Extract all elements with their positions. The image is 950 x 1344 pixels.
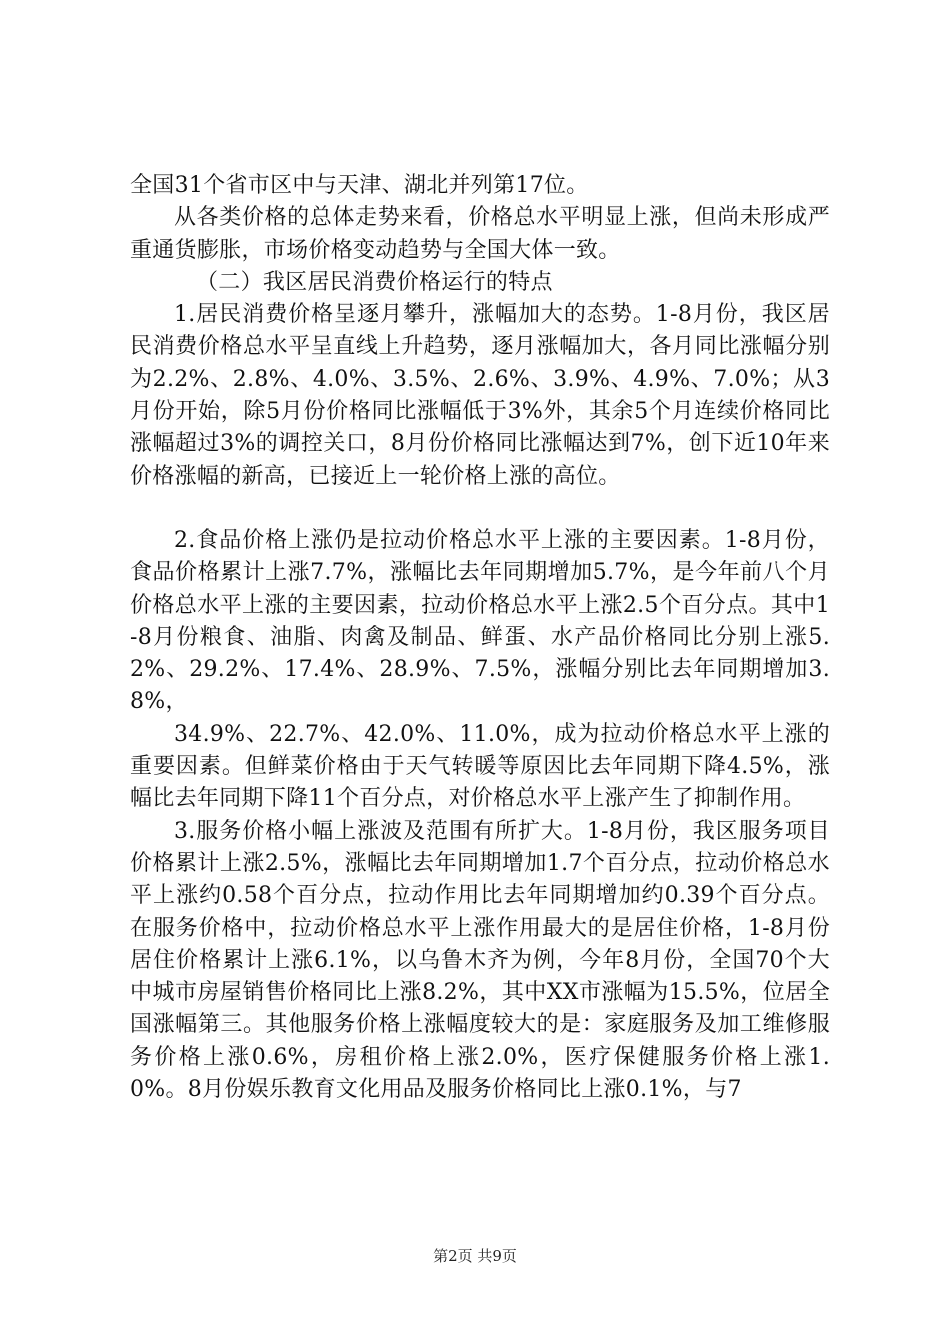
document-body xyxy=(130,170,830,1106)
paragraph-point-2-continued: 34.9%、22.7%、42.0%、11.0%，成为拉动价格总水平上涨的重要因素。但鲜菜价格由于天气转暖等原因比去年同期下降4.5%，涨幅比去年同期下降11个百分点，对价格总水平上涨产生了抑制作用。 xyxy=(130,721,830,812)
paragraph-point-3: 3.服务价格小幅上涨波及范围有所扩大。1-8月份，我区服务项目价格累计上涨2.5%，涨幅比去年同期增加1.7个百分点，拉动价格总水平上涨约0.58个百分点，拉动作用比去年同期增加约0.39个百分点。在服务价格中，拉动价格总水平上涨作用最大的是居住价格，1-8月份居住价格累计上涨6.1%，以乌鲁木齐为例，今年8月份，全国70个大中城市房屋销售价格同比上涨8.2%，其中XX市涨幅为15.5%，位居全国涨幅第三。其他服务价格上涨幅度较大的是：家庭服务及加工维修服务价格上涨0.6%，房租价格上涨2.0%，医疗保健服务价格上涨1.0%。8月份娱乐教育文化用品及服务价格同比上涨0.1%，与7 xyxy=(130,818,830,1103)
paragraph-overall-trend: 从各类价格的总体走势来看，价格总水平明显上涨，但尚未形成严重通货膨胀，市场价格变动趋势与全国大体一致。 xyxy=(130,205,830,263)
paragraph-continuation: 全国31个省市区中与天津、湖北并列第17位。 xyxy=(130,173,589,198)
paragraph-gap xyxy=(130,493,830,525)
section-heading: （二）我区居民消费价格运行的特点 xyxy=(196,269,553,295)
paragraph-point-1: 1.居民消费价格呈逐月攀升，涨幅加大的态势。1-8月份，我区居民消费价格总水平呈直线上升趋势，逐月涨幅加大，各月同比涨幅分别为2.2%、2.8%、4.0%、3.5%、2.6%、3.9%、4.9%、7.0%；从3月份开始，除5月份价格同比涨幅低于3%外，其余5个月连续价格同比涨幅超过3%的调控关口，8月份价格同比涨幅达到7%，创下近10年来价格涨幅的新高，已接近上一轮价格上涨的高位。 xyxy=(130,302,830,489)
page-footer: 第2页 共9页 xyxy=(433,1247,517,1265)
paragraph-point-2: 2.食品价格上涨仍是拉动价格总水平上涨的主要因素。1-8月份，食品价格累计上涨7.7%，涨幅比去年同期增加5.7%，是今年前八个月价格总水平上涨的主要因素，拉动价格总水平上涨2.5个百分点。其中1-8月份粮食、油脂、肉禽及制品、鲜蛋、水产品价格同比分别上涨5.2%、29.2%、17.4%、28.9%、7.5%，涨幅分别比去年同期增加3.8%， xyxy=(130,527,830,715)
